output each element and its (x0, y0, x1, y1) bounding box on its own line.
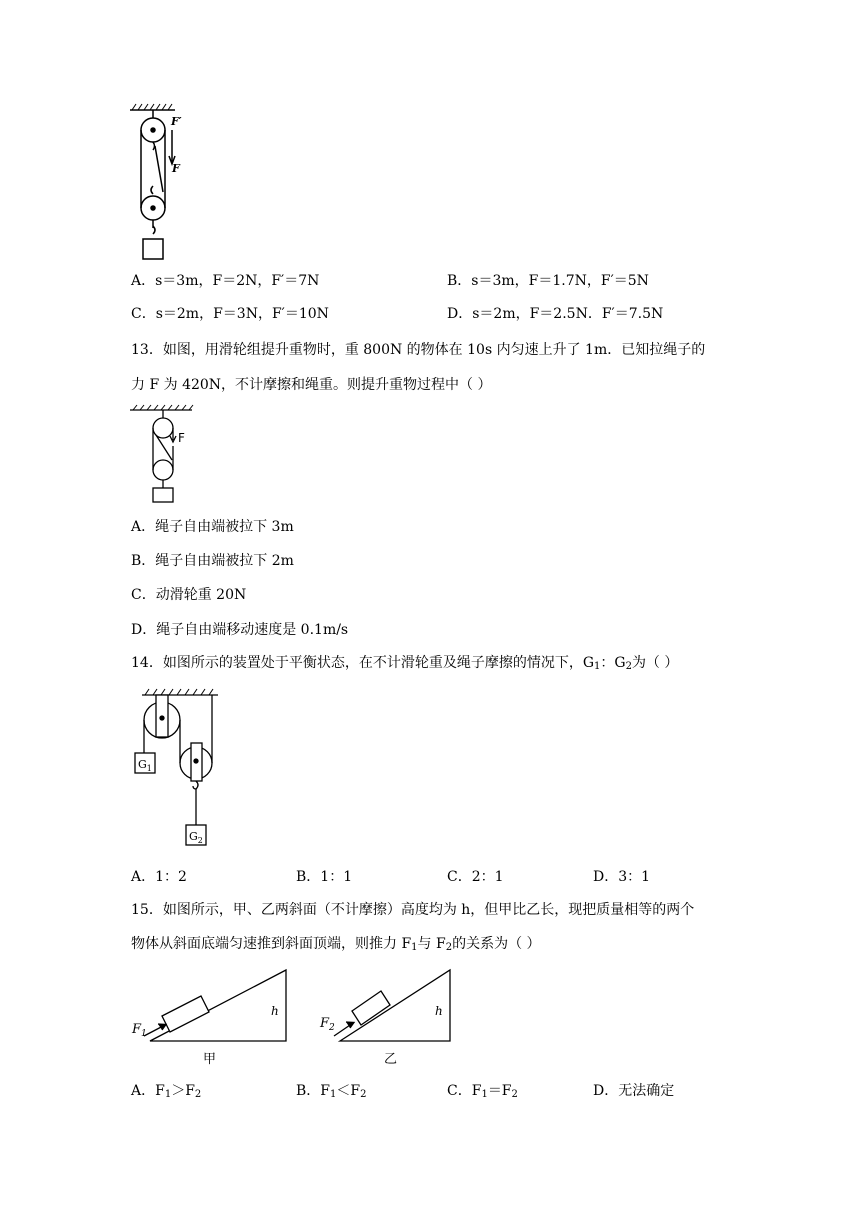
q15-stem-sub2: 2 (445, 942, 453, 953)
q13-option-d: D．绳子自由端移动速度是 0.1m/s (131, 622, 349, 638)
q15-left-force-label: $F_1$ (132, 1022, 147, 1039)
q15-option-d: D．无法确定 (593, 1083, 675, 1099)
q15-stem-line2-suffix: 的关系为（ ） (452, 936, 541, 952)
q13-option-a: A．绳子自由端被拉下 3m (131, 519, 294, 535)
q12-option-d: D．s＝2m，F＝2.5N．F′＝7.5N (447, 306, 664, 322)
q14-stem-suffix: 为（ ） (631, 655, 679, 671)
q12-pulley-figure (125, 100, 195, 265)
q14-g1-label: $G_1$ (138, 758, 152, 773)
q13-f-label: F (178, 431, 185, 445)
q14-option-d: D．3：1 (593, 869, 651, 885)
q12-option-b: B．s＝3m，F＝1.7N，F′＝5N (447, 273, 649, 289)
q13-pulley-figure (130, 400, 205, 508)
q13-stem-line2: 力 F 为 420N，不计摩擦和绳重。则提升重物过程中（ ） (131, 377, 492, 393)
q15-incline-figure-right (318, 963, 463, 1073)
q15-option-a: A．$F_1>F_2$ (131, 1083, 202, 1100)
q14-g2-label: $G_2$ (189, 830, 203, 845)
q15-stem-line2 (131, 934, 541, 958)
q15-right-force-label: $F_2$ (320, 1016, 335, 1033)
q12-option-a: A．s＝3m，F＝2N，F′＝7N (131, 273, 320, 289)
q13-option-b: B．绳子自由端被拉下 2m (131, 553, 294, 569)
q14-option-c: C．2：1 (447, 869, 504, 885)
q14-stem (131, 653, 678, 677)
q14-pulley-figure (130, 685, 230, 847)
q14-stem-prefix: 14．如图所示的装置处于平衡状态，在不计滑轮重及绳子摩擦的情况下，G (131, 655, 594, 671)
q15-stem-sub1: 1 (411, 942, 418, 953)
q15-left-caption: 甲 (203, 1052, 217, 1067)
q12-option-c: C．s＝2m，F＝3N，F′＝10N (131, 306, 329, 322)
q15-stem-line2-prefix: 物体从斜面底端匀速推到斜面顶端，则推力 F (131, 936, 412, 952)
q15-incline-figure-left (128, 963, 293, 1073)
q15-stem-line2-mid: 与 F (417, 936, 446, 952)
q12-f-prime-label: F′ (171, 115, 182, 128)
q14-option-b: B．1：1 (296, 869, 353, 885)
q14-option-a: A．1：2 (131, 869, 187, 885)
q15-right-height-label: h (435, 1004, 443, 1018)
q12-f-label: F (172, 162, 180, 175)
q15-right-caption: 乙 (384, 1052, 398, 1067)
q15-left-height-label: h (271, 1004, 279, 1018)
q15-option-c: C．$F_1=F_2$ (447, 1083, 518, 1100)
q15-stem-line1: 15．如图所示，甲、乙两斜面（不计摩擦）高度均为 h，但甲比乙长，现把质量相等的两个 (131, 902, 695, 918)
q14-stem-sub2: 2 (625, 661, 632, 672)
q14-stem-sub1: 1 (594, 661, 601, 672)
q13-stem-line1: 13．如图，用滑轮组提升重物时，重 800N 的物体在 10s 内匀速上升了 1m．已知拉绳子的 (131, 342, 706, 358)
q13-option-c: C．动滑轮重 20N (131, 587, 247, 603)
q14-stem-mid: ：G (600, 655, 626, 671)
q15-option-b: B．$F_1<F_2$ (296, 1083, 367, 1100)
